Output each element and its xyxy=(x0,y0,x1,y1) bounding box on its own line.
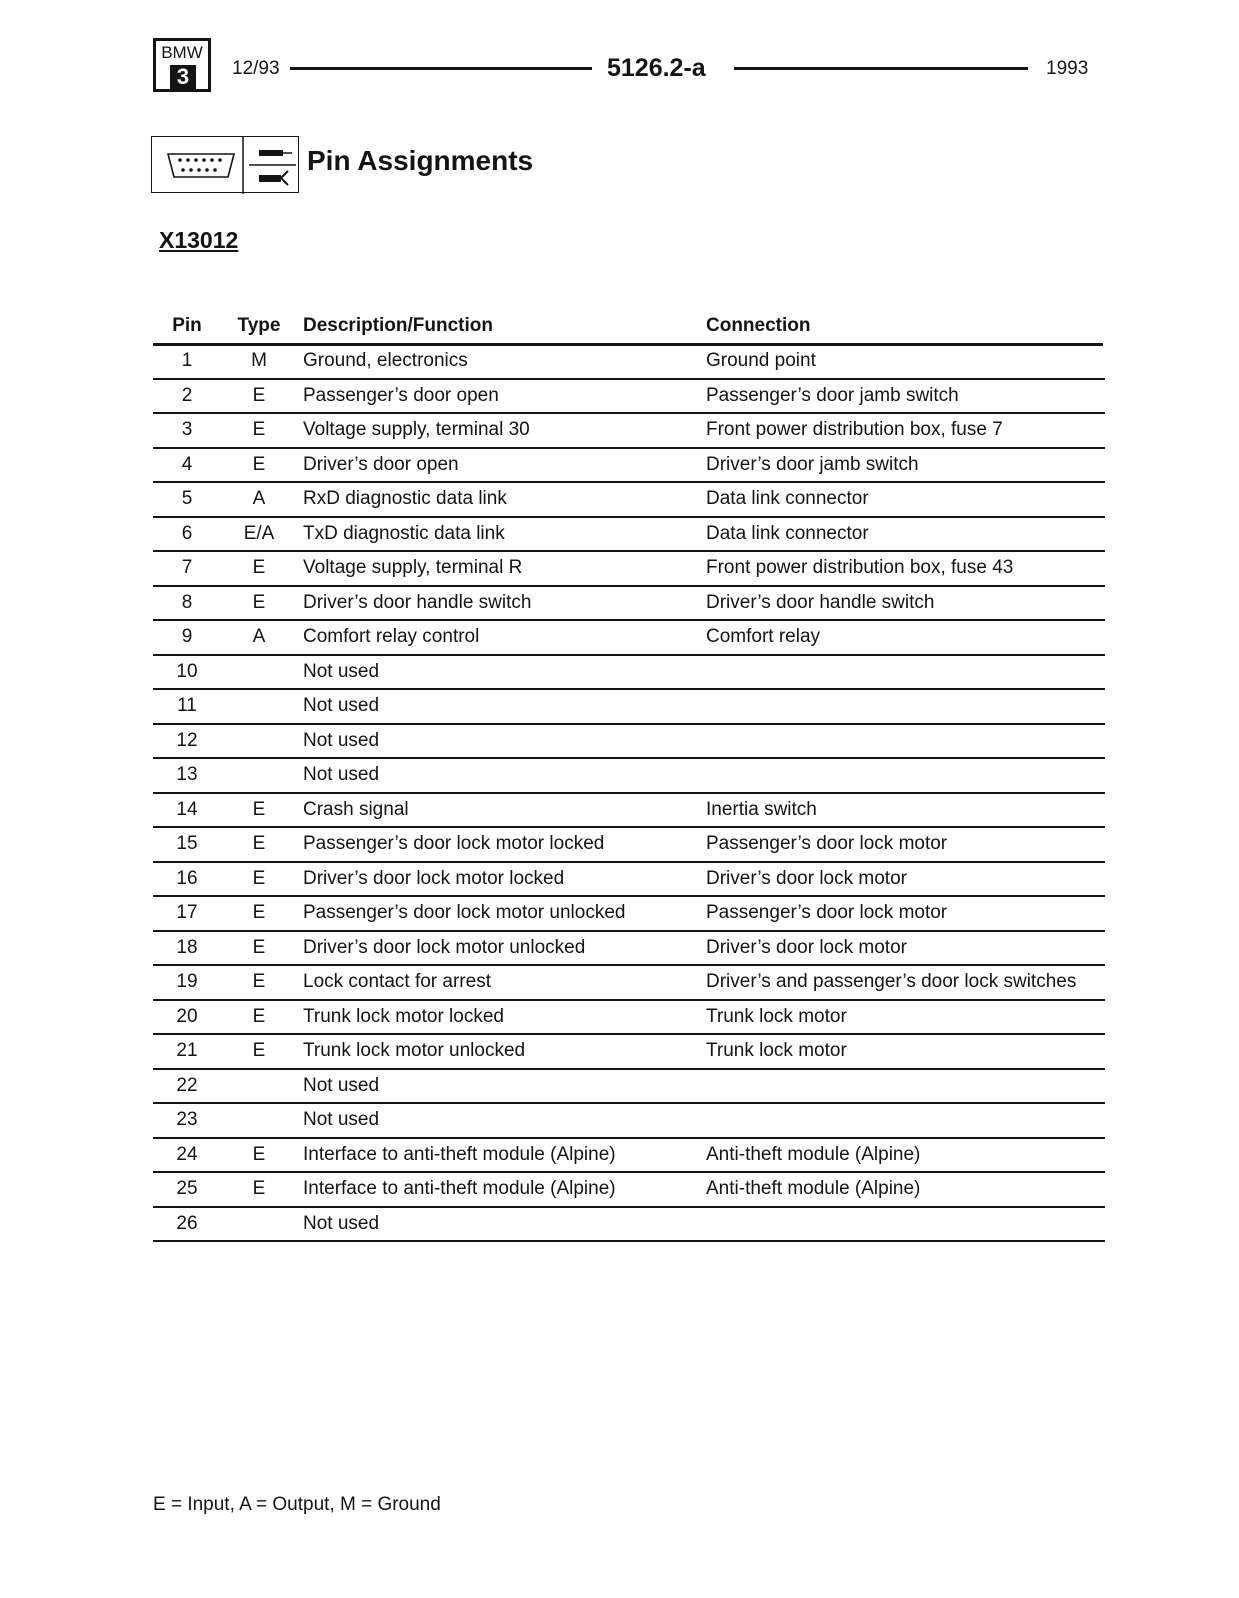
pin-cell: 14 xyxy=(176,798,198,820)
table-row xyxy=(153,1104,1105,1139)
connection-cell: Trunk lock motor xyxy=(706,1005,847,1027)
bmw-3-series-logo xyxy=(153,38,211,92)
table-row xyxy=(153,1035,1105,1070)
table-row xyxy=(153,759,1105,794)
column-header-connection: Connection xyxy=(706,315,811,336)
description-cell: Trunk lock motor unlocked xyxy=(303,1040,526,1061)
pin-cell: 26 xyxy=(176,1212,198,1234)
description-cell: Ground, electronics xyxy=(303,350,468,371)
header-rule-right xyxy=(734,67,1028,70)
description-cell: RxD diagnostic data link xyxy=(303,488,507,509)
table-row xyxy=(153,794,1105,829)
connection-cell: Data link connector xyxy=(706,522,869,544)
type-cell: E xyxy=(252,591,266,613)
section-icon-box xyxy=(151,136,299,193)
pin-cell: 19 xyxy=(176,971,198,992)
type-cell: E xyxy=(252,798,266,820)
pin-cell: 21 xyxy=(176,1040,198,1061)
table-row xyxy=(153,1173,1105,1208)
type-cell: E xyxy=(252,1005,266,1027)
document-code: 5126.2-a xyxy=(607,54,706,82)
connection-cell: Driver’s and passenger’s door lock switches xyxy=(706,971,1077,992)
logo-series: 3 xyxy=(170,65,196,89)
connection-cell: Anti-theft module (Alpine) xyxy=(706,1143,921,1165)
pin-cell: 11 xyxy=(177,695,197,716)
type-cell: A xyxy=(252,488,266,509)
type-cell: E xyxy=(252,384,266,406)
table-row xyxy=(153,966,1105,1001)
description-cell: Not used xyxy=(303,695,380,716)
connection-cell: Data link connector xyxy=(706,488,869,509)
connection-cell: Driver’s door lock motor xyxy=(706,867,907,889)
column-header-type: Type xyxy=(237,315,281,336)
description-cell: Interface to anti-theft module (Alpine) xyxy=(303,1143,616,1165)
type-cell: A xyxy=(252,626,266,647)
connection-cell: Passenger’s door lock motor xyxy=(706,833,948,854)
description-cell: Not used xyxy=(303,764,380,785)
type-cell: E xyxy=(252,419,266,440)
description-cell: Not used xyxy=(303,660,380,682)
table-row xyxy=(153,483,1105,518)
connection-cell: Ground point xyxy=(706,350,816,371)
type-cell: E xyxy=(252,936,266,958)
table-row xyxy=(153,690,1105,725)
description-cell: Voltage supply, terminal 30 xyxy=(303,419,530,440)
type-cell: M xyxy=(251,350,267,371)
table-row xyxy=(153,932,1105,967)
table-row xyxy=(153,828,1105,863)
pin-cell: 10 xyxy=(176,660,198,682)
section-icons xyxy=(152,137,300,194)
pin-cell: 15 xyxy=(176,833,198,854)
header-rule-left xyxy=(290,67,592,70)
type-cell: E/A xyxy=(243,522,275,544)
description-cell: Not used xyxy=(303,1074,380,1096)
pin-cell: 24 xyxy=(176,1143,198,1165)
table-row xyxy=(153,621,1105,656)
table-row xyxy=(153,587,1105,622)
type-cell: E xyxy=(252,557,266,578)
description-cell: Driver’s door handle switch xyxy=(303,591,532,613)
table-row xyxy=(153,345,1105,380)
table-row xyxy=(153,414,1105,449)
description-cell: Interface to anti-theft module (Alpine) xyxy=(303,1178,616,1199)
pin-cell: 4 xyxy=(181,453,193,475)
description-cell: Passenger’s door lock motor locked xyxy=(303,833,605,854)
connection-cell: Front power distribution box, fuse 43 xyxy=(706,557,1014,578)
description-cell: Comfort relay control xyxy=(303,626,480,647)
logo-text: BMW xyxy=(161,43,203,62)
description-cell: Not used xyxy=(303,729,380,751)
connection-cell: Front power distribution box, fuse 7 xyxy=(706,419,1003,440)
header-year: 1993 xyxy=(1046,58,1089,79)
connector-id: X13012 xyxy=(159,227,239,253)
pin-measurement-icon xyxy=(249,150,296,185)
description-cell: Driver’s door open xyxy=(303,453,459,475)
type-cell: E xyxy=(252,1143,266,1165)
table-row xyxy=(153,1208,1105,1243)
type-cell: E xyxy=(252,1040,266,1061)
description-cell: Trunk lock motor locked xyxy=(303,1005,504,1027)
pin-cell: 6 xyxy=(181,522,193,544)
pin-cell: 18 xyxy=(176,936,198,958)
type-cell: E xyxy=(252,1178,266,1199)
table-row xyxy=(153,518,1105,553)
connection-cell: Comfort relay xyxy=(706,626,821,647)
pin-cell: 13 xyxy=(176,764,198,785)
table-row xyxy=(153,897,1105,932)
pin-cell: 9 xyxy=(181,626,193,647)
type-cell: E xyxy=(252,833,266,854)
table-row xyxy=(153,449,1105,484)
connection-cell: Passenger’s door jamb switch xyxy=(706,384,959,406)
type-cell: E xyxy=(252,867,266,889)
description-cell: Crash signal xyxy=(303,798,409,820)
description-cell: Lock contact for arrest xyxy=(303,971,491,992)
pin-cell: 20 xyxy=(176,1005,198,1027)
type-cell: E xyxy=(252,971,266,992)
pin-table xyxy=(153,345,1105,1242)
column-header-description: Description/Function xyxy=(303,315,493,336)
table-row xyxy=(153,552,1105,587)
description-cell: Driver’s door lock motor locked xyxy=(303,867,565,889)
pin-cell: 17 xyxy=(176,902,198,923)
pin-cell: 12 xyxy=(176,729,198,751)
description-cell: Passenger’s door lock motor unlocked xyxy=(303,902,626,923)
table-row xyxy=(153,1070,1105,1105)
pin-cell: 8 xyxy=(181,591,193,613)
connection-cell: Trunk lock motor xyxy=(706,1040,847,1061)
table-row xyxy=(153,1001,1105,1036)
connection-cell: Anti-theft module (Alpine) xyxy=(706,1178,921,1199)
table-row xyxy=(153,656,1105,691)
type-legend: E = Input, A = Output, M = Ground xyxy=(153,1494,441,1515)
table-row xyxy=(153,380,1105,415)
connection-cell: Driver’s door handle switch xyxy=(706,591,935,613)
pin-cell: 3 xyxy=(181,419,193,440)
type-cell: E xyxy=(252,902,266,923)
connection-cell: Passenger’s door lock motor xyxy=(706,902,948,923)
pin-cell: 22 xyxy=(176,1074,198,1096)
pin-cell: 25 xyxy=(176,1178,198,1199)
type-cell: E xyxy=(252,453,266,475)
pin-cell: 7 xyxy=(181,557,193,578)
connection-cell: Driver’s door lock motor xyxy=(706,936,907,958)
column-header-pin: Pin xyxy=(172,315,202,336)
description-cell: Not used xyxy=(303,1212,380,1234)
d-sub-connector-icon xyxy=(168,154,234,177)
description-cell: Voltage supply, terminal R xyxy=(303,557,523,578)
table-row xyxy=(153,725,1105,760)
pin-cell: 2 xyxy=(181,384,193,406)
table-row xyxy=(153,1139,1105,1174)
description-cell: Driver’s door lock motor unlocked xyxy=(303,936,586,958)
pin-cell: 23 xyxy=(176,1109,198,1130)
pin-cell: 5 xyxy=(181,488,193,509)
connection-cell: Driver’s door jamb switch xyxy=(706,453,919,475)
section-title: Pin Assignments xyxy=(307,145,534,176)
connection-cell: Inertia switch xyxy=(706,798,817,820)
table-row xyxy=(153,863,1105,898)
header-date: 12/93 xyxy=(232,58,280,79)
pin-cell: 16 xyxy=(176,867,198,889)
description-cell: Not used xyxy=(303,1109,380,1130)
description-cell: Passenger’s door open xyxy=(303,384,499,406)
description-cell: TxD diagnostic data link xyxy=(303,522,505,544)
pin-cell: 1 xyxy=(181,350,193,371)
table-header xyxy=(153,312,1103,346)
